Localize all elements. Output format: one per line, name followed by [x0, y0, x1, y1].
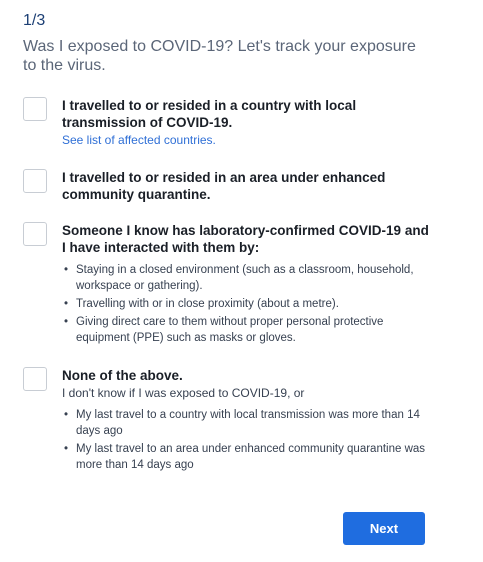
checkbox-enhanced-quarantine[interactable] [23, 169, 47, 193]
option-title: Someone I know has laboratory-confirmed COVID-19 and I have interacted with them by: [62, 223, 429, 255]
option-title: I travelled to or resided in a country with local transmission of COVID-19. [62, 98, 357, 130]
list-item: • My last travel to an area under enhanced community quarantine was more than 14 days ago [62, 441, 432, 473]
list-item: • Giving direct care to them without proper personal protective equipment (PPE) such as masks or gloves. [62, 314, 432, 346]
option-body [62, 169, 432, 203]
question-heading: Was I exposed to COVID-19? Let's track your exposure to the virus. [23, 38, 416, 74]
step-indicator: 1/3 [23, 12, 46, 29]
option-body [62, 97, 432, 148]
affected-countries-link[interactable]: See list of affected countries. [62, 133, 216, 147]
checkbox-confirmed-contact[interactable] [23, 222, 47, 246]
bullet-list [62, 262, 432, 346]
list-item: • Travelling with or in close proximity (about a metre). [62, 296, 432, 312]
list-item: • Staying in a closed environment (such as a classroom, household, workspace or gathering). [62, 262, 432, 294]
checkbox-none-of-the-above[interactable] [23, 367, 47, 391]
option-title: I travelled to or resided in an area under enhanced community quarantine. [62, 170, 386, 202]
list-item: • My last travel to a country with local transmission was more than 14 days ago [62, 407, 432, 439]
option-title: None of the above. [62, 368, 183, 383]
option-body [62, 367, 432, 475]
checkbox-country-transmission[interactable] [23, 97, 47, 121]
next-button[interactable]: Next [343, 512, 425, 545]
option-body [62, 222, 432, 348]
option-subtitle: I don't know if I was exposed to COVID-19, or [62, 386, 305, 400]
bullet-list [62, 407, 432, 473]
